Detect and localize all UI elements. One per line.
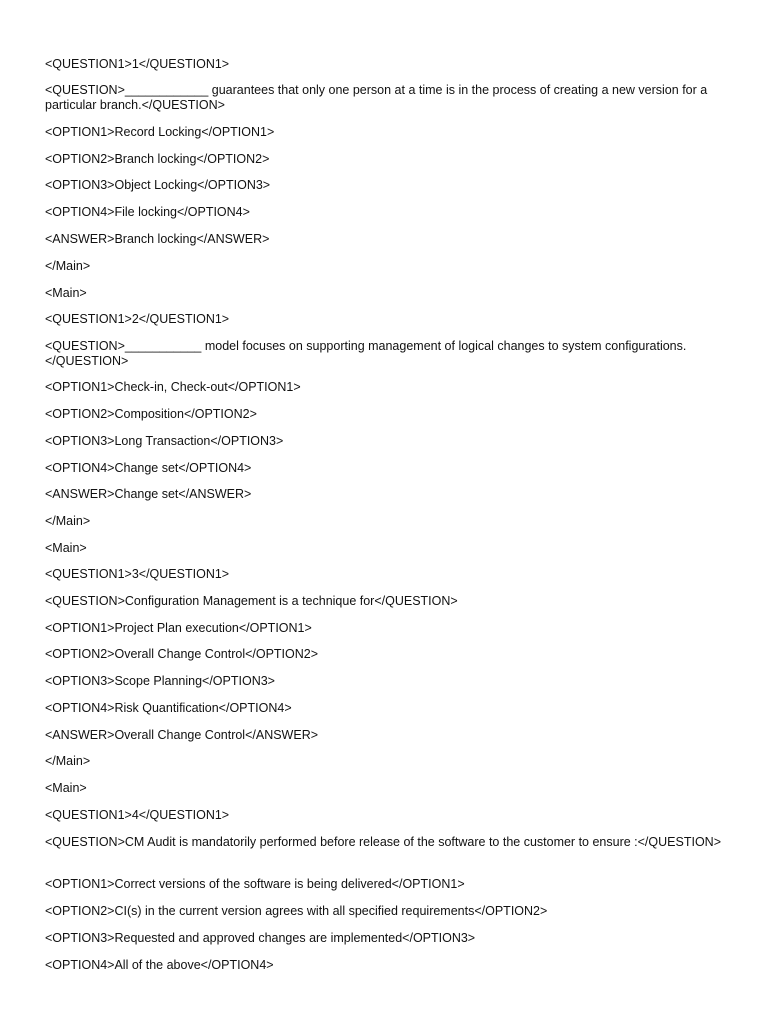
option-line: <OPTION4>All of the above</OPTION4> bbox=[45, 958, 274, 972]
main-open-tag: <Main> bbox=[45, 541, 87, 555]
option-line: <OPTION4>Change set</OPTION4> bbox=[45, 461, 252, 475]
option-line: <OPTION4>File locking</OPTION4> bbox=[45, 205, 250, 219]
answer-line: <ANSWER>Branch locking</ANSWER> bbox=[45, 232, 270, 246]
option-line: <OPTION3>Requested and approved changes are implemented</OPTION3> bbox=[45, 931, 476, 945]
main-close-tag: </Main> bbox=[45, 754, 91, 768]
question-number-line: <QUESTION1>4</QUESTION1> bbox=[45, 808, 230, 822]
question-number-line: <QUESTION1>2</QUESTION1> bbox=[45, 312, 230, 326]
option-line: <OPTION4>Risk Quantification</OPTION4> bbox=[45, 701, 292, 715]
option-line: <OPTION2>Branch locking</OPTION2> bbox=[45, 152, 270, 166]
option-line: <OPTION3>Object Locking</OPTION3> bbox=[45, 178, 271, 192]
answer-line: <ANSWER>Overall Change Control</ANSWER> bbox=[45, 728, 319, 742]
option-line: <OPTION1>Check-in, Check-out</OPTION1> bbox=[45, 380, 301, 394]
question-text-line: <QUESTION>___________ model focuses on supporting management of logical changes to system configurations.</QUESTION> bbox=[45, 339, 687, 368]
question-number-line: <QUESTION1>3</QUESTION1> bbox=[45, 567, 230, 581]
option-line: <OPTION2>CI(s) in the current version agrees with all specified requirements</OPTION2> bbox=[45, 904, 548, 918]
answer-line: <ANSWER>Change set</ANSWER> bbox=[45, 487, 252, 501]
question-text-line: <QUESTION>____________ guarantees that only one person at a time is in the process of creating a new version for a particular branch.</QUESTION> bbox=[45, 83, 711, 112]
option-line: <OPTION2>Overall Change Control</OPTION2> bbox=[45, 647, 319, 661]
question-text-line: <QUESTION>Configuration Management is a technique for</QUESTION> bbox=[45, 594, 458, 608]
option-line: <OPTION1>Correct versions of the software is being delivered</OPTION1> bbox=[45, 877, 465, 891]
option-line: <OPTION2>Composition</OPTION2> bbox=[45, 407, 257, 421]
option-line: <OPTION3>Long Transaction</OPTION3> bbox=[45, 434, 284, 448]
option-line: <OPTION1>Record Locking</OPTION1> bbox=[45, 125, 275, 139]
main-open-tag: <Main> bbox=[45, 286, 87, 300]
main-open-tag: <Main> bbox=[45, 781, 87, 795]
option-line: <OPTION3>Scope Planning</OPTION3> bbox=[45, 674, 275, 688]
main-close-tag: </Main> bbox=[45, 259, 91, 273]
question-number-line: <QUESTION1>1</QUESTION1> bbox=[45, 57, 230, 71]
option-line: <OPTION1>Project Plan execution</OPTION1> bbox=[45, 621, 312, 635]
main-close-tag: </Main> bbox=[45, 514, 91, 528]
question-text-line: <QUESTION>CM Audit is mandatorily performed before release of the software to the customer to ensure :</QUESTION> bbox=[45, 835, 721, 849]
